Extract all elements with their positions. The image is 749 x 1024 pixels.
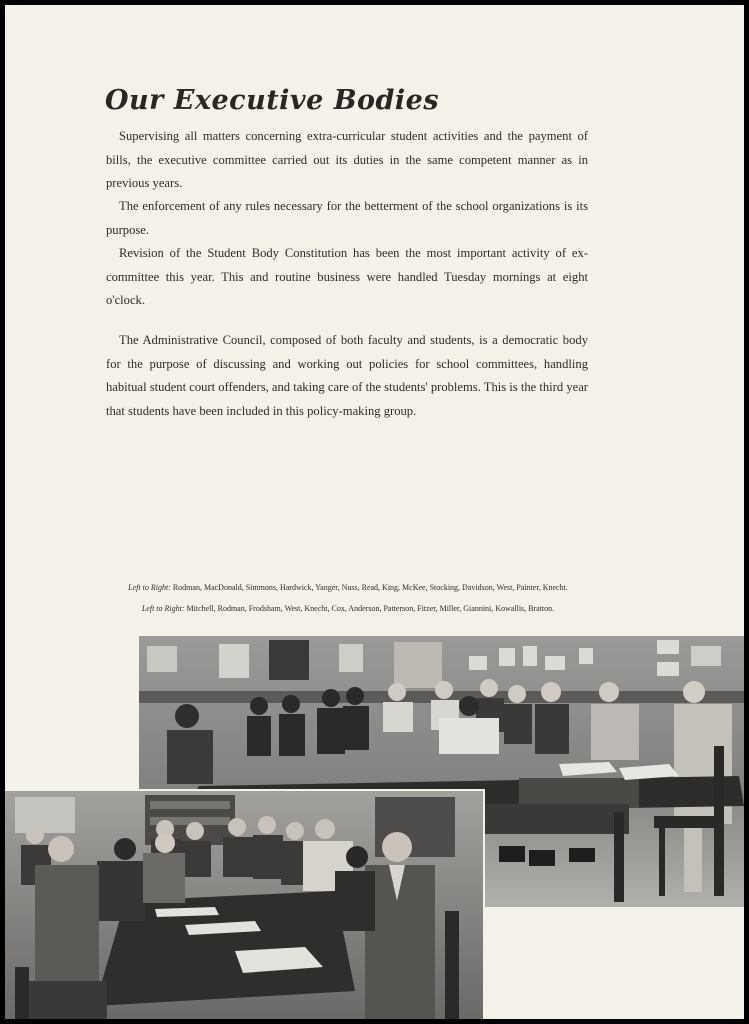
photo-illustration — [5, 791, 483, 1019]
page-title: Our Executive Bodies — [105, 85, 440, 116]
paragraph-constitution — [106, 242, 588, 313]
caption-names: Rodman, MacDonald, Simmons, Hardwick, Yanger, Nuss, Read, King, McKee, Stocking, Davidson, West, Painter, Knecht. — [172, 583, 568, 592]
caption-bottom-photo — [105, 604, 591, 613]
caption-names: Mitchell, Rodman, Frodsham, West, Knecht, Cox, Anderson, Patterson, Fitzer, Miller, Giannini, Kowallis, Bratton. — [186, 604, 555, 613]
caption-lead: Left to Right: — [128, 583, 171, 592]
paragraph-text: Revision of the Student Body Constitution has been the most important activity of ex-committee this year. This and routine business were handled Tuesday mornings at eight o'clock. — [106, 246, 588, 307]
administrative-council-photo — [5, 789, 485, 1019]
paragraph-executive-committee — [106, 125, 588, 196]
paragraph-text: The Administrative Council, composed of both faculty and students, is a democratic body for the purpose of discussing and working out policies for school committees, handling habitual student court offenders, and taking care of the students' problems. This is the third year that students have been included in this policy-making group. — [106, 333, 588, 418]
paragraph-text: Supervising all matters concerning extra-curricular student activities and the payment of bills, the executive committee carried out its duties in the same competent manner as in previous years. — [106, 129, 588, 190]
paragraph-text: The enforcement of any rules necessary for the betterment of the school organizations is its purpose. — [106, 199, 588, 237]
paragraph-purpose — [106, 195, 588, 242]
caption-top-photo — [105, 583, 591, 592]
yearbook-page — [5, 5, 744, 1019]
caption-lead: Left to Right: — [141, 604, 185, 613]
paragraph-administrative-council — [106, 329, 588, 423]
